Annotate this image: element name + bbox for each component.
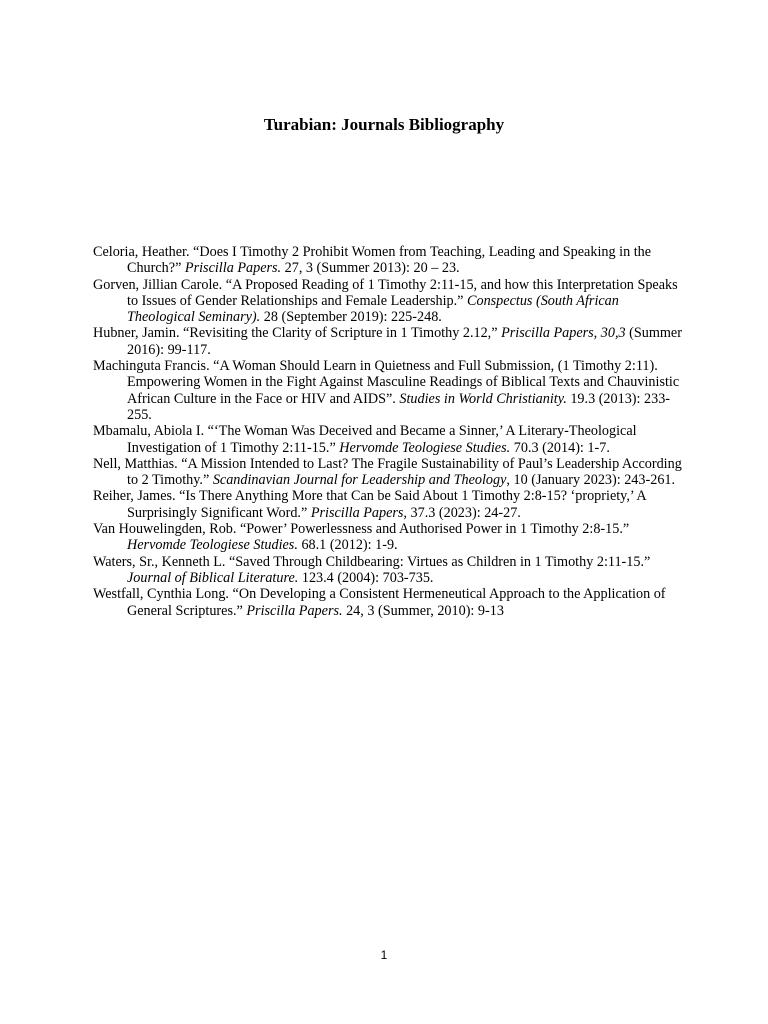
entry-journal: Hervomde Teologiese Studies.: [339, 439, 511, 456]
bibliography-entry: [93, 586, 685, 619]
entry-details: 123.4 (2004): 703-735.: [298, 569, 434, 586]
entry-journal: Priscilla Papers,: [310, 504, 407, 521]
entry-journal: Priscilla Papers.: [184, 260, 282, 277]
bibliography-entry: [93, 554, 685, 587]
entry-journal: Scandinavian Journal for Leadership and Theology: [212, 472, 507, 489]
bibliography-entry: [93, 277, 685, 326]
entry-author-title: Nell, Matthias. “A Mission Intended to Last? The Fragile Sustainability of Paul’s Leadership According to 2 Timothy.”: [93, 455, 682, 489]
entry-author-title: Waters, Sr., Kenneth L. “Saved Through Childbearing: Virtues as Children in 1 Timothy 2:11-15.”: [93, 553, 651, 570]
entry-details: 70.3 (2014): 1-7.: [510, 439, 610, 456]
entry-details: 27, 3 (Summer 2013): 20 – 23.: [281, 260, 460, 277]
entry-journal: Hervomde Teologiese Studies.: [127, 537, 298, 554]
bibliography-entry: [93, 456, 685, 489]
bibliography-entry: [93, 325, 685, 358]
page-title: Turabian: Journals Bibliography: [263, 115, 505, 134]
entry-details: 24, 3 (Summer, 2010): 9-13: [342, 602, 504, 619]
entry-journal: Journal of Biblical Literature.: [127, 569, 299, 586]
entry-journal: Priscilla Papers.: [246, 602, 343, 619]
entry-details: 28 (September 2019): 225-248.: [260, 309, 442, 326]
bibliography-entry: [93, 423, 685, 456]
bibliography-list: [93, 244, 685, 619]
bibliography-entry: [93, 521, 685, 554]
entry-author-title: Gorven, Jillian Carole. “A Proposed Reading of 1 Timothy 2:11-15, and how this Interpretation Speaks to Issues of Gender Relationships and Female Leadership.”: [93, 276, 678, 309]
entry-details: 37.3 (2023): 24-27.: [406, 504, 521, 521]
entry-author-title: Westfall, Cynthia Long. “On Developing a Consistent Hermeneutical Approach to the Application of General Scriptures.”: [93, 586, 666, 619]
entry-details: (Summer 2016): 99-117.: [127, 325, 682, 358]
entry-journal: Studies in World Christianity.: [399, 390, 567, 407]
entry-author-title: Machinguta Francis. “A Woman Should Learn in Quietness and Full Submission, (1 Timothy 2:11). Empowering Women in the Fight Against Masculine Readings of Biblical Texts and Chauvinistic African Culture in the Face or HIV and AIDS”.: [93, 358, 680, 407]
entry-author-title: Hubner, Jamin. “Revisiting the Clarity of Scripture in 1 Timothy 2.12,”: [93, 325, 502, 342]
entry-journal: Priscilla Papers, 30,3: [501, 325, 626, 342]
entry-author-title: Van Houwelingden, Rob. “Power’ Powerlessness and Authorised Power in 1 Timothy 2:8-15.”: [93, 521, 630, 538]
page-number: 1: [380, 948, 388, 962]
entry-details: 68.1 (2012): 1-9.: [297, 537, 398, 554]
bibliography-entry: [93, 358, 685, 423]
bibliography-entry: [93, 244, 685, 277]
entry-journal: Conspectus (South African Theological Seminary).: [127, 292, 619, 326]
entry-author-title: Celoria, Heather. “Does I Timothy 2 Prohibit Women from Teaching, Leading and Speaking in the Church?”: [93, 244, 652, 277]
entry-author-title: Reiher, James. “Is There Anything More that Can be Said About 1 Timothy 2:8-15? ‘propriety,’ A Surprisingly Significant Word.”: [93, 488, 646, 521]
entry-details: 19.3 (2013): 233-255.: [127, 390, 671, 423]
entry-details: , 10 (January 2023): 243-261.: [506, 472, 676, 489]
bibliography-entry: [93, 488, 685, 521]
entry-author-title: Mbamalu, Abiola I. “‘The Woman Was Deceived and Became a Sinner,’ A Literary-Theological Investigation of 1 Timothy 2:11-15.”: [93, 423, 637, 456]
